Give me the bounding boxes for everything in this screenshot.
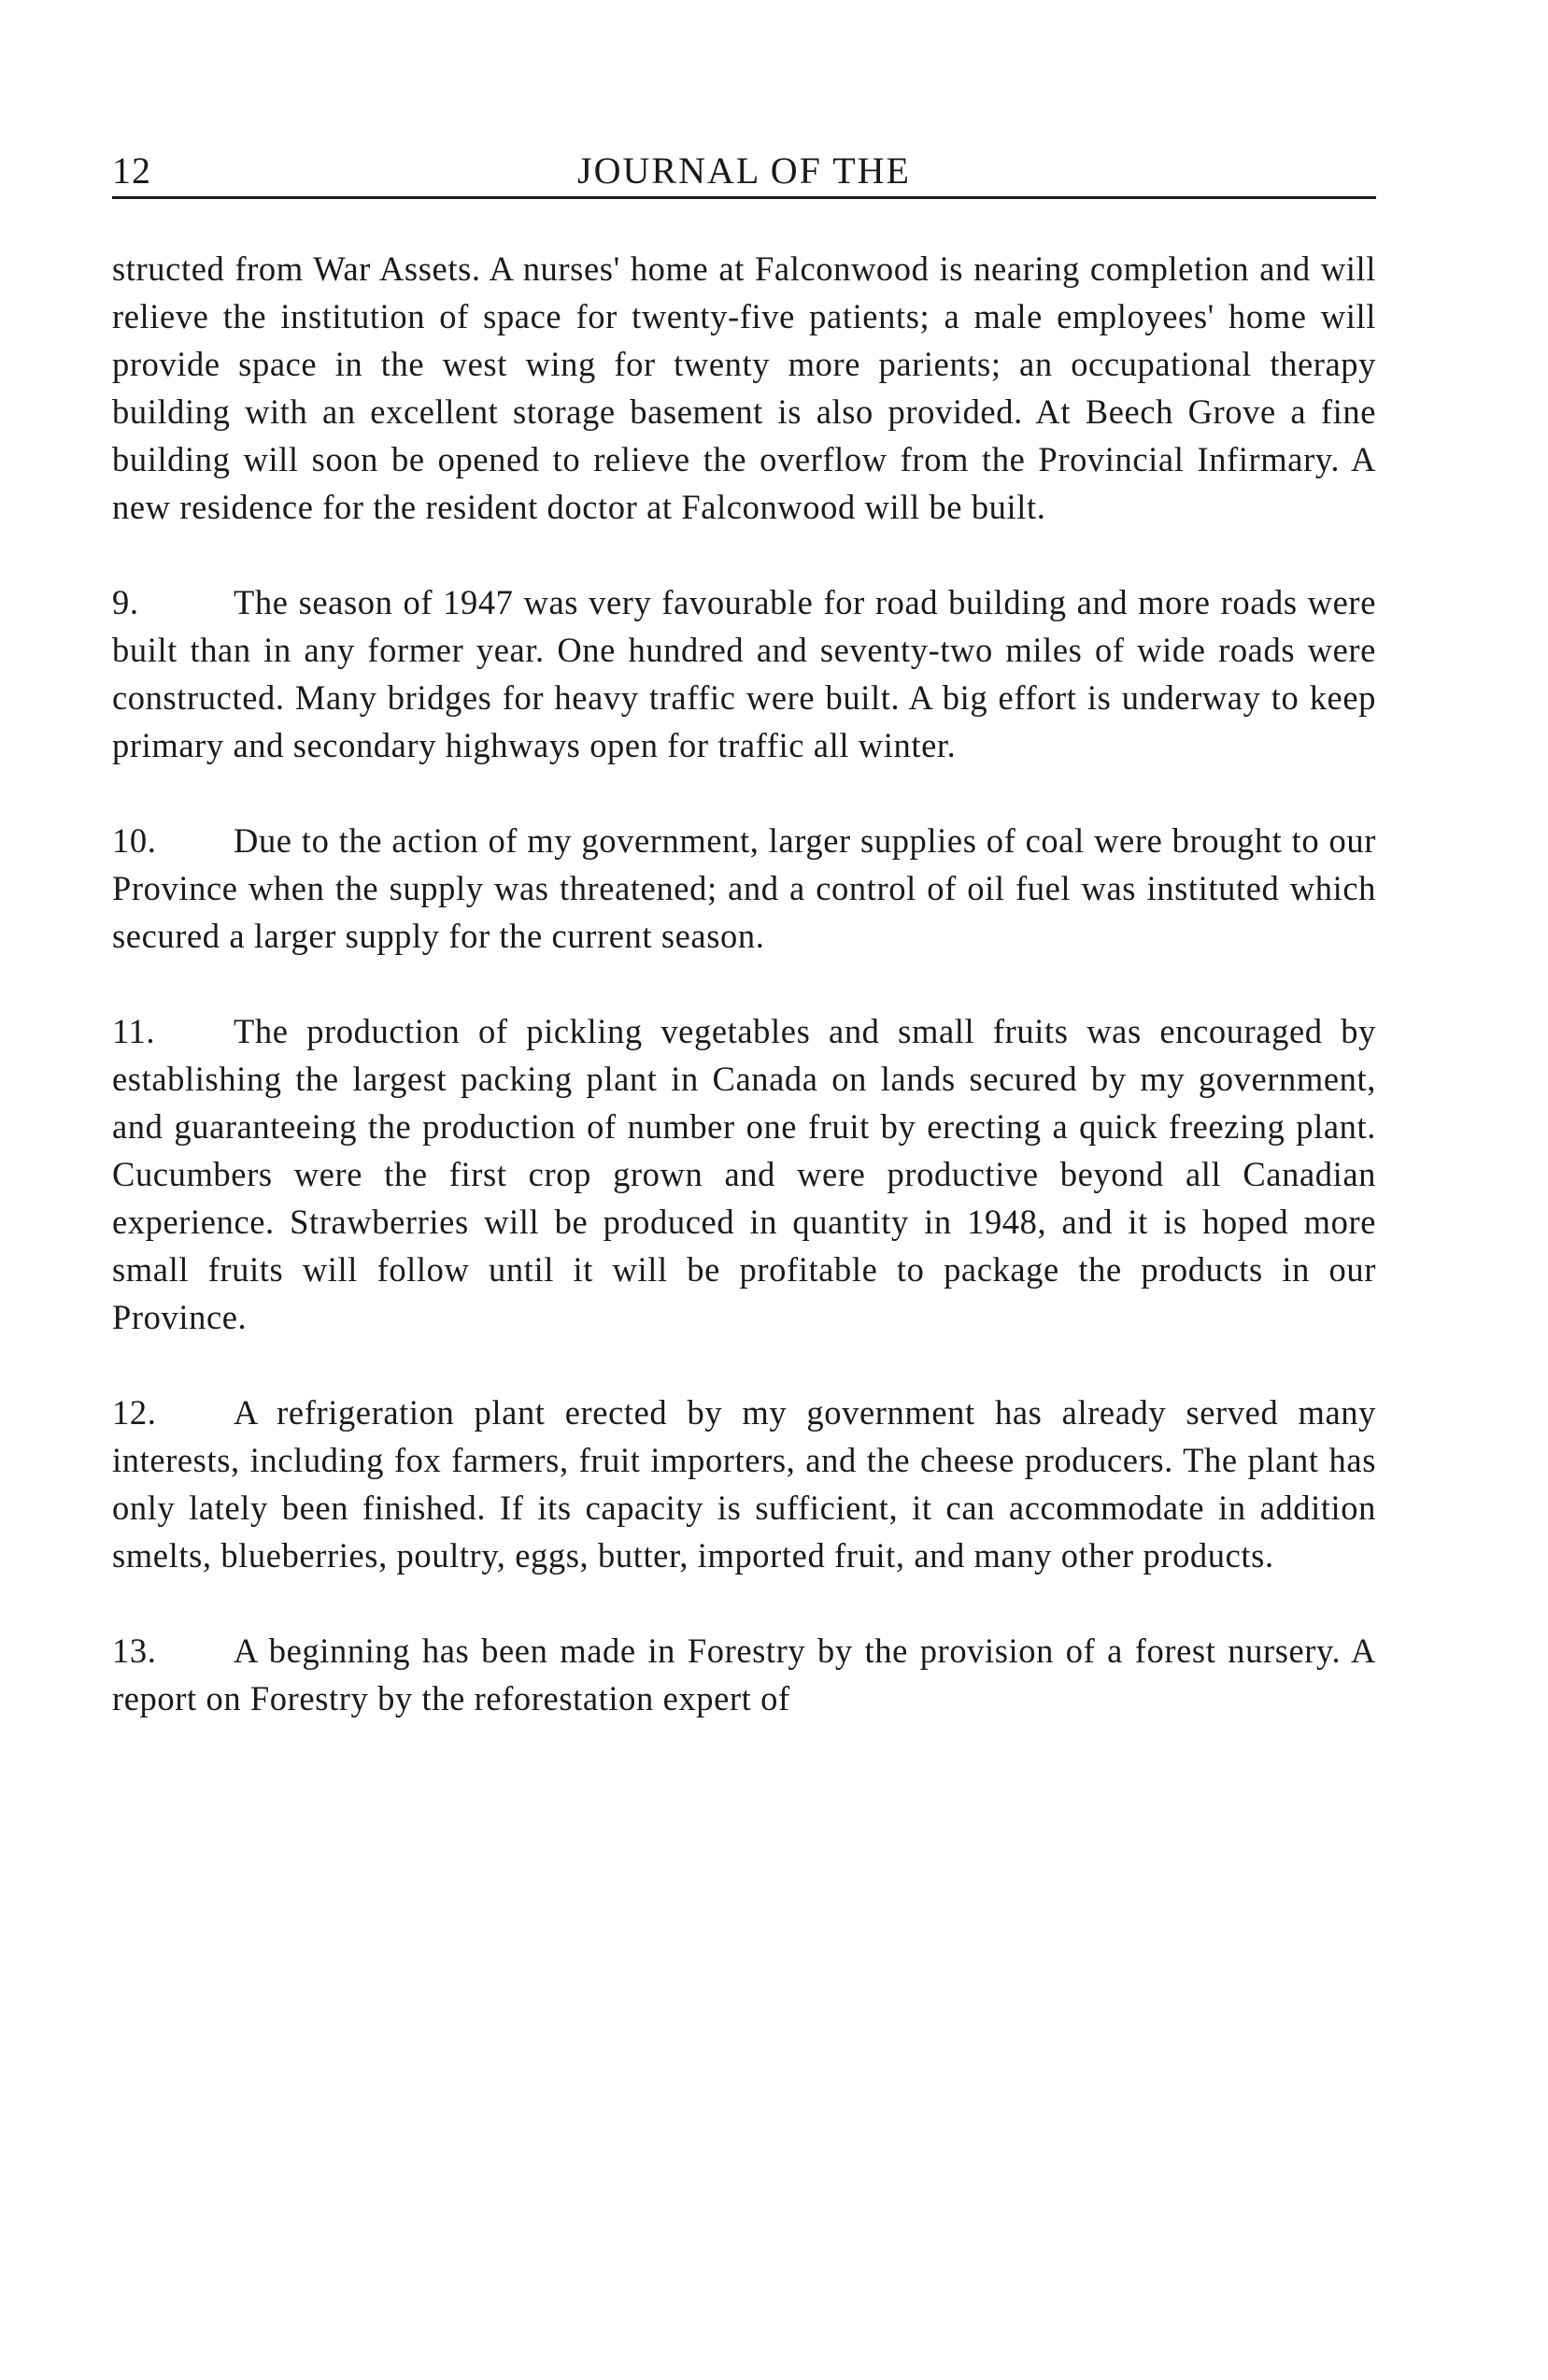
paragraph-10 [112,817,1376,960]
paragraph-11 [112,1007,1376,1341]
paragraph-continuation [112,245,1376,531]
paragraph-text: Due to the action of my government, larger supplies of coal were brought to our Province when the supply was threatened; and a control of oil fuel was instituted which secured a larger supply for the current season. [112,821,1376,955]
paragraph-13 [112,1627,1376,1722]
paragraph-12 [112,1389,1376,1579]
paragraph-number: 10. [112,821,157,860]
paragraph-number: 13. [112,1632,157,1670]
page-number: 12 [112,150,151,192]
paragraph-text: structed from War Assets. A nurses' home at Falconwood is nearing completion and will relieve the institution of space for twenty-five patients; a male employees' home will provide space in the west wing for twenty more parients; an occupational therapy building with an excellent storage basement is also provided. At Beech Grove a fine building will soon be opened to relieve the overflow from the Provincial Infirmary. A new residence for the resident doctor at Falconwood will be built. [112,249,1376,526]
paragraph-text: The season of 1947 was very favourable for road building and more roads were built than in any former year. One hundred and seventy-two miles of wide roads were constructed. Many bridges for heavy traffic were built. A big effort is underway to keep primary and secondary highways open for traffic all winter. [112,583,1376,764]
paragraph-number: 11. [112,1012,156,1050]
paragraph-number: 12. [112,1393,157,1432]
body-text [112,245,1376,1722]
page-header [112,140,1376,199]
paragraph-text: A refrigeration plant erected by my government has already served many interests, including fox farmers, fruit importers, and the cheese producers. The plant has only lately been finished. If its capacity is sufficient, it can accommodate in addition smelts, blueberries, poultry, eggs, butter, imported fruit, and many other products. [112,1393,1376,1575]
paragraph-number: 9. [112,583,139,621]
paragraph-9 [112,578,1376,769]
paragraph-text: The production of pickling vegetables and small fruits was encouraged by establishing the largest packing plant in Canada on lands secured by my government, and guaranteeing the production of number one fruit by erecting a quick freezing plant. Cucumbers were the first crop grown and were productive beyond all Canadian experience. Strawberries will be produced in quantity in 1948, and it is hoped more small fruits will follow until it will be profitable to package the products in our Province. [112,1012,1376,1336]
running-title: JOURNAL OF THE [577,150,911,192]
paragraph-text: A beginning has been made in Forestry by the provision of a forest nursery. A report on Forestry by the reforestation expert of [112,1632,1376,1717]
